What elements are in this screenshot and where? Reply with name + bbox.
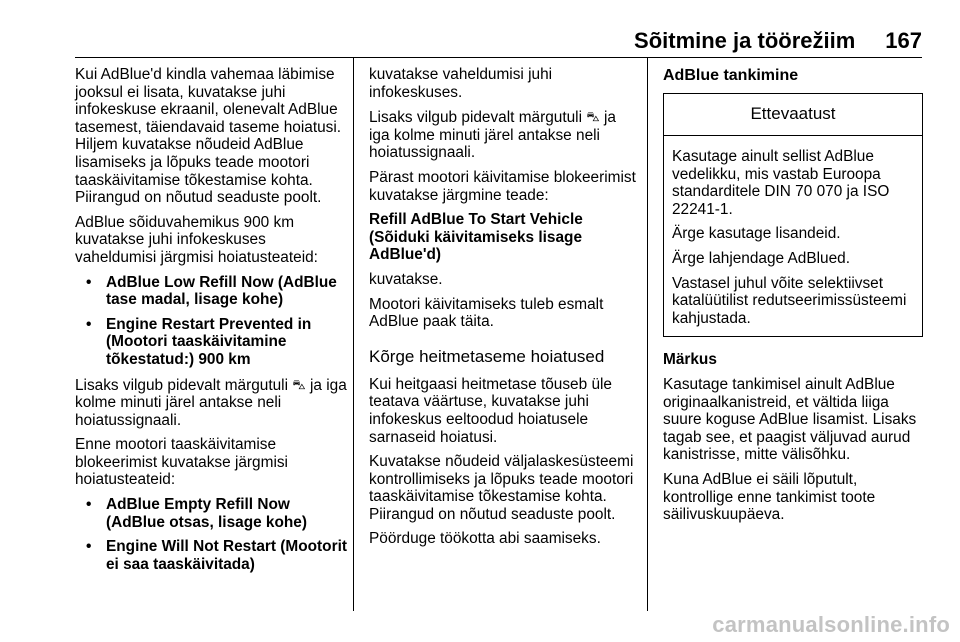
paragraph: Vastasel juhul võite selektiivset katalüütilist redutseerimissüsteemi kahjustada. [672, 274, 907, 327]
paragraph: kuvatakse vaheldumisi juhi infokeskuses. [369, 66, 553, 101]
watermark: carmanualsonline.info [712, 612, 950, 637]
paragraph: Kasutage ainult sellist AdBlue vedelikku, mis vastab Euroopa standarditele DIN 70 070 ja ISO 22241-1. [672, 148, 890, 218]
column-divider-1 [353, 58, 354, 611]
paragraph: Pöörduge töökotta abi saamiseks. [369, 530, 601, 548]
adblue-warning-lamp-icon: ⛍ [292, 376, 306, 392]
list-item: • Engine Will Not Restart (Mootorit ei saa taaskäivitada) [75, 538, 347, 573]
paragraph: Ärge kasutage lisandeid. [672, 225, 841, 243]
warning-list [75, 274, 347, 369]
paragraph: Kui heitgaasi heitmetase tõuseb üle teatava väärtuse, kuvatakse juhi infokeskus eeltoodud hoiatusele sarnaseid hoiatusi. [369, 375, 612, 446]
list-item: • AdBlue Empty Refill Now (AdBlue otsas, lisage kohe) [75, 496, 347, 531]
caution-body [664, 136, 922, 336]
paragraph: Lisaks vilgub pidevalt märgutuli ⛍ ja iga kolme minuti järel antakse neli hoiatussignaali. [369, 109, 616, 162]
caution-title: Ettevaatust [664, 94, 922, 136]
chapter-title: Sõitmine ja töörežiim [634, 28, 856, 53]
paragraph: Lisaks vilgub pidevalt märgutuli ⛍ ja iga kolme minuti järel antakse neli hoiatussignaali. [75, 376, 347, 429]
paragraph: Mootori käivitamiseks tuleb esmalt AdBlue paak täita. [369, 295, 604, 331]
list-item: • AdBlue Low Refill Now (AdBlue tase madal, lisage kohe) [75, 274, 347, 309]
paragraph: kuvatakse. [369, 270, 443, 288]
section-heading: AdBlue tankimine [663, 67, 799, 84]
note-title: Märkus [663, 351, 717, 369]
note-text: Kasutage tankimisel ainult AdBlue originaalkanistreid, et vältida liiga suure koguse AdBlue lisamist. Lisaks tagab see, et paagist väljuvad aurud kanistrisse, mitte välisõhku. [663, 375, 917, 464]
list-item: • Engine Restart Prevented in (Mootori taaskäivitamine tõkestatud:) 900 km [75, 316, 347, 369]
paragraph: AdBlue sõiduvahemikus 900 km kuvatakse juhi infokeskuses vaheldumisi järgmisi hoiatusteateid: [75, 213, 318, 266]
column-left [75, 66, 347, 580]
paragraph: Pärast mootori käivitamise blokeerimist kuvatakse järgmine teade: [369, 168, 636, 204]
display-message: Refill AdBlue To Start Vehicle (Sõiduki käivitamiseks lisage AdBlue'd) [369, 211, 583, 264]
paragraph: Kuvatakse nõudeid väljalaskesüsteemi kontrollimiseks ja lõpuks teade mootori taaskäivitamise tõkestamise kohta. Piirangud on nõutud seaduste poolt. [369, 453, 634, 523]
warning-list [75, 496, 347, 573]
column-right [663, 66, 925, 531]
paragraph: Enne mootori taaskäivitamise blokeerimist kuvatakse järgmisi hoiatusteateid: [75, 436, 288, 489]
page-header [634, 28, 922, 54]
paragraph: Ärge lahjendage AdBlued. [672, 249, 850, 267]
column-divider-2 [647, 58, 648, 611]
adblue-warning-lamp-icon: ⛍ [586, 109, 600, 125]
header-rule [75, 57, 922, 58]
page-number: 167 [885, 28, 922, 53]
paragraph: Kuna AdBlue ei säili lõputult, kontrollige enne tankimist toote säilivuskuupäeva. [663, 470, 876, 524]
caution-box [663, 93, 923, 337]
column-middle [369, 66, 639, 555]
section-heading: Kõrge heitmetaseme hoiatused [369, 346, 605, 366]
paragraph: Kui AdBlue'd kindla vahemaa läbimise jooksul ei lisata, kuvatakse juhi infokeskuse ekraanil, olenevalt AdBlue tasemest, täiendavaid taseme hoiatusi. Hiljem kuvatakse nõudeid AdBlue lisamiseks ja lõpuks teade mootori taaskäivitamise tõkestamise kohta. Piirangud on nõutud seaduste poolt. [75, 66, 342, 207]
